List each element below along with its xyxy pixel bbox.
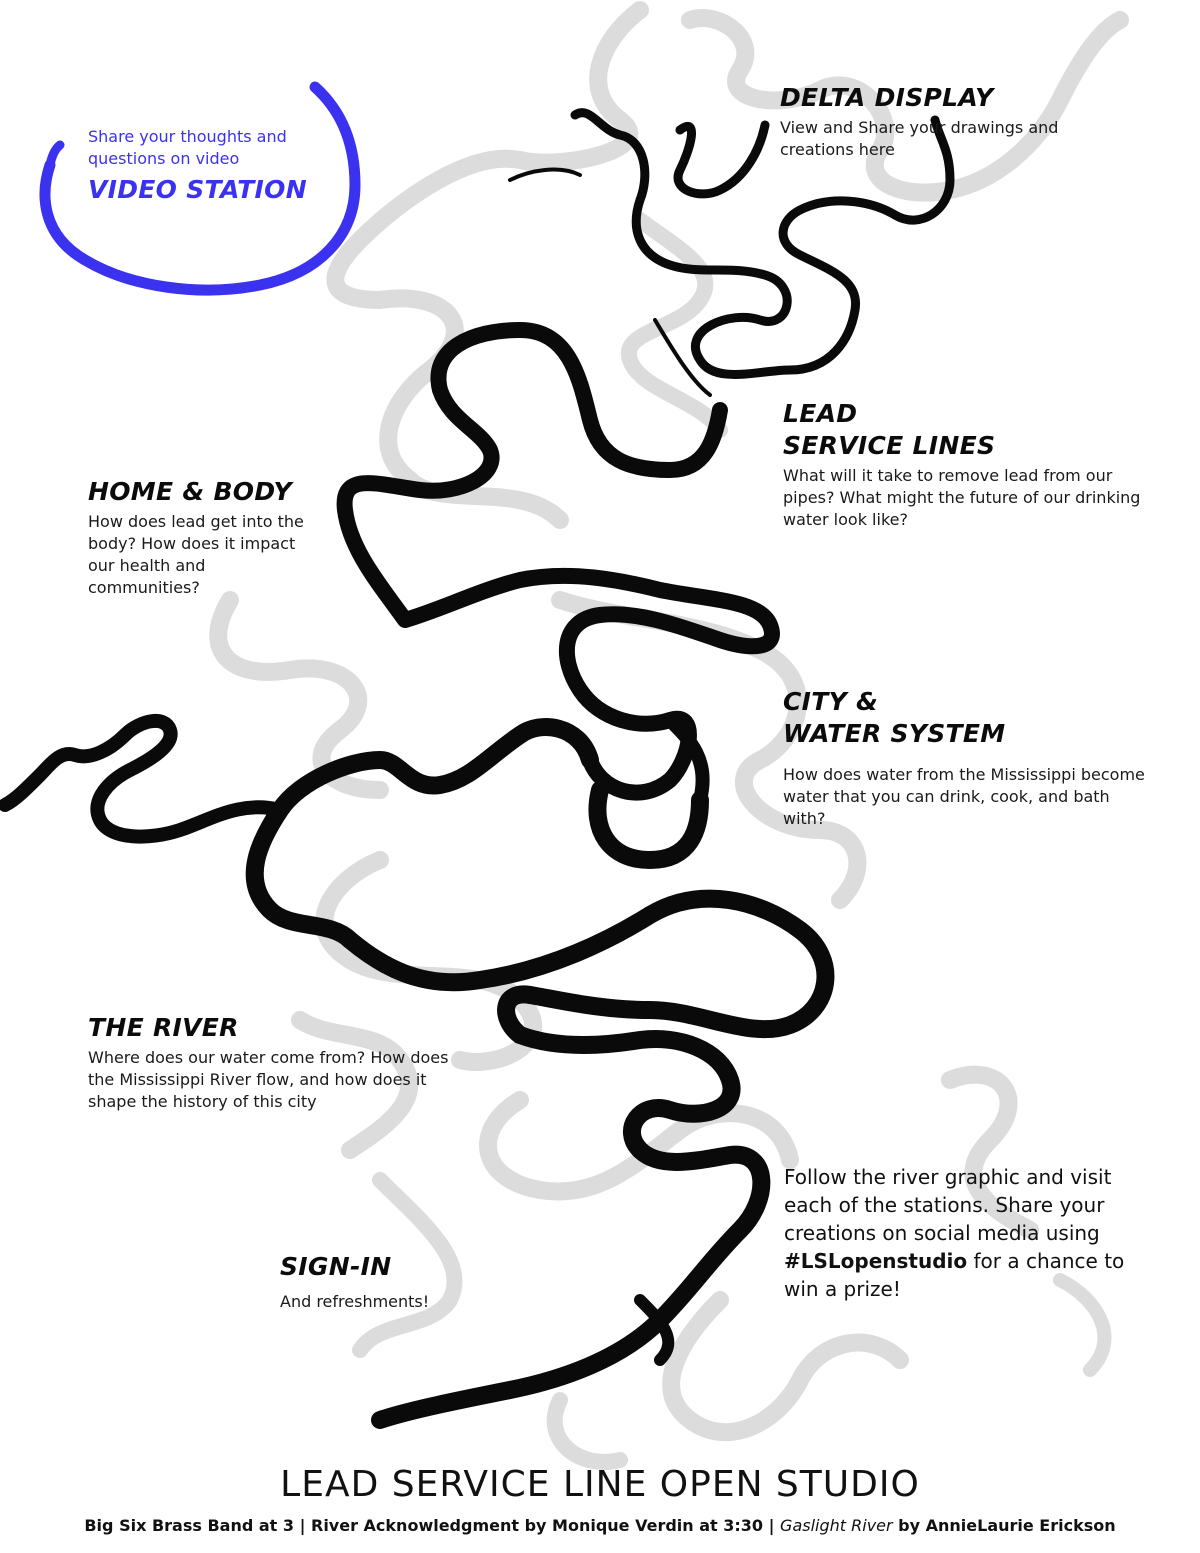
lead-service-lines-station[interactable] [783, 398, 1153, 531]
home-body-station[interactable] [88, 476, 318, 599]
signin-title: SIGN-IN [280, 1252, 392, 1281]
signin-station[interactable] [280, 1251, 500, 1313]
artwork-credit: by AnnieLaurie Erickson [892, 1516, 1116, 1535]
video-station-title: VIDEO STATION [88, 175, 307, 204]
cta-text-before: Follow the river graphic and visit each of the stations. Share your creations on social media using [784, 1165, 1112, 1245]
call-to-action [784, 1163, 1154, 1303]
river-description: Where does our water come from? How does the Mississippi River flow, and how does it shape the history of this city [88, 1048, 449, 1111]
artwork-title: Gaslight River [780, 1516, 893, 1535]
delta-display-title: DELTA DISPLAY [780, 83, 994, 112]
delta-display-station[interactable] [780, 82, 1110, 161]
schedule-text: Big Six Brass Band at 3 | River Acknowledgment by Monique Verdin at 3:30 | [84, 1516, 781, 1535]
delta-display-description: View and Share your drawings and creations here [780, 118, 1059, 159]
river-station[interactable] [88, 1012, 458, 1113]
home-body-title: HOME & BODY [88, 477, 292, 506]
hashtag[interactable]: #LSLopenstudio [784, 1249, 968, 1273]
event-title: LEAD SERVICE LINE OPEN STUDIO [280, 1464, 920, 1505]
video-station[interactable] [88, 126, 328, 206]
lead-service-lines-title: LEAD SERVICE LINES [783, 399, 996, 460]
event-schedule [0, 1516, 1200, 1535]
river-title: THE RIVER [88, 1013, 239, 1042]
signin-description: And refreshments! [280, 1292, 430, 1311]
home-body-description: How does lead get into the body? How does it impact our health and communities? [88, 512, 304, 597]
city-water-station[interactable] [783, 686, 1153, 830]
video-station-description: Share your thoughts and questions on video [88, 127, 287, 168]
city-water-title: CITY & WATER SYSTEM [783, 687, 1006, 748]
city-water-description: How does water from the Mississippi become water that you can drink, cook, and bath with? [783, 765, 1145, 828]
lead-service-lines-description: What will it take to remove lead from our pipes? What might the future of our drinking water look like? [783, 466, 1141, 529]
cta-text-after: for a chance to win a prize! [784, 1249, 1125, 1301]
